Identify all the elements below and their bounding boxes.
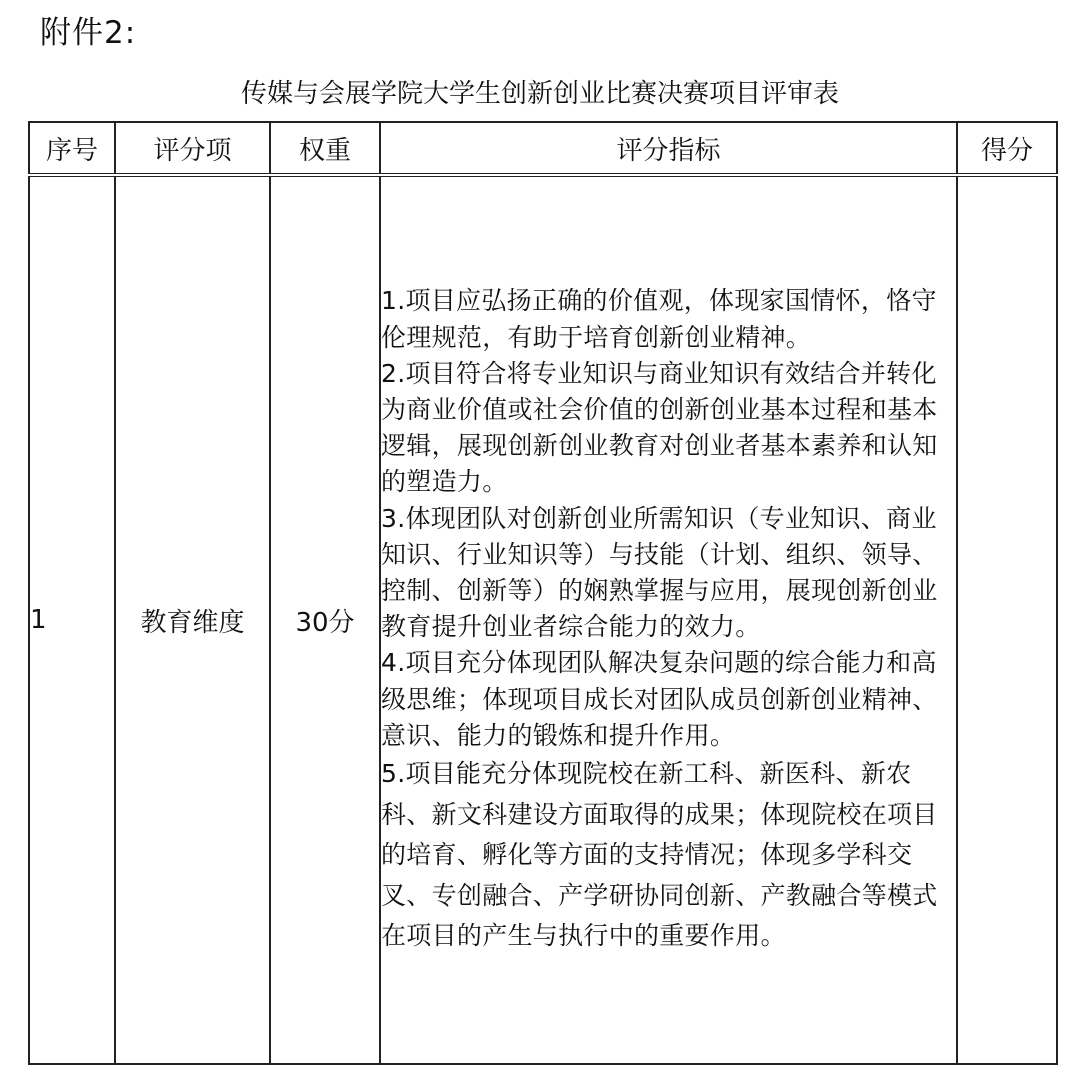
header-indicators: 评分指标: [380, 122, 957, 175]
indicator-item: 1.项目应弘扬正确的价值观，体现家国情怀，恪守伦理规范，有助于培育创新创业精神。: [381, 286, 937, 352]
indicator-item: 4.项目充分体现团队解决复杂问题的综合能力和高级思维；体现项目成长对团队成员创新创业精神、意识、能力的锻炼和提升作用。: [381, 648, 938, 750]
indicator-item: 3.体现团队对创新创业所需知识（专业知识、商业知识、行业知识等）与技能（计划、组织、领导、控制、创新等）的娴熟掌握与应用，展现创新创业教育提升创业者综合能力的效力。: [381, 503, 938, 642]
row-seq: 1: [29, 175, 115, 1064]
header-score: 得分: [957, 122, 1057, 175]
row-item: 教育维度: [115, 175, 270, 1064]
attachment-label: 附件2:: [40, 15, 137, 51]
review-table: [28, 121, 1058, 1065]
indicator-list: [381, 283, 956, 956]
header-seq: 序号: [29, 122, 115, 175]
indicator-item: 2.项目符合将专业知识与商业知识有效结合并转化为商业价值或社会价值的创新创业基本过程和基本逻辑，展现创新创业教育对创业者基本素养和认知的塑造力。: [381, 358, 938, 497]
table-header-row: [29, 122, 1057, 175]
row-score-input[interactable]: [957, 175, 1057, 1064]
row-weight: 30分: [270, 175, 380, 1064]
indicator-item: 5.项目能充分体现院校在新工科、新医科、新农科、新文科建设方面取得的成果；体现院校在项目的培育、孵化等方面的支持情况；体现多学科交叉、专创融合、产学研协同创新、产教融合等模式在项目的产生与执行中的重要作用。: [381, 759, 938, 951]
header-item: 评分项: [115, 122, 270, 175]
header-weight: 权重: [270, 122, 380, 175]
row-indicators: [380, 175, 957, 1064]
table-row: [29, 175, 1057, 1064]
document-title: 传媒与会展学院大学生创新创业比赛决赛项目评审表: [240, 79, 839, 109]
